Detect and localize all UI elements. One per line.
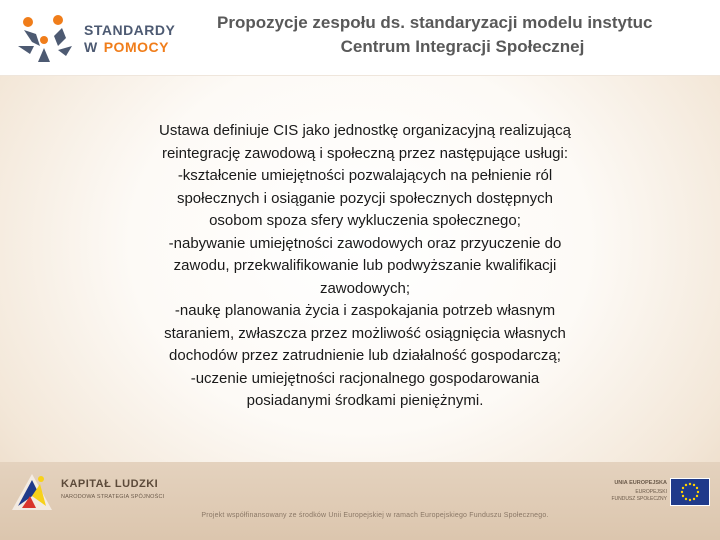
logo-text-pomocy: POMOCY xyxy=(103,39,169,55)
body-line: -nabywanie umiejętności zawodowych oraz przyuczenie do xyxy=(168,234,562,252)
star-figure-icon xyxy=(14,12,76,64)
body-line: zawodu, przekwalifikowanie lub podwyższanie kwalifikacji xyxy=(173,257,557,274)
body-line: reintegrację zawodową i społeczną przez następujące usługi: xyxy=(161,144,569,162)
body-line: staraniem, zwłaszcza przez możliwość osiągnięcia własnych xyxy=(164,324,566,342)
slide-title-line2: Centrum Integracji Społecznej xyxy=(340,37,585,56)
eu-fund-logo xyxy=(595,478,710,512)
slide-body-text xyxy=(130,120,600,413)
eu-subtitle-line2: FUNDUSZ SPOŁECZNY xyxy=(611,495,667,502)
kapital-ludzki-title: KAPITAŁ LUDZKI xyxy=(61,478,159,490)
eu-title: UNIA EUROPEJSKA xyxy=(614,480,667,486)
logo-text-w-pomocy xyxy=(84,39,169,55)
logo-text-standardy: STANDARDY xyxy=(84,22,176,38)
body-line: -naukę planowania życia i zaspokajania potrzeb własnym xyxy=(174,302,556,319)
body-line: -kształcenie umiejętności pozwalających na pełnienie ról xyxy=(177,167,553,184)
kapital-ludzki-logo xyxy=(8,470,168,516)
body-line: społecznych i osiąganie pozycji społecznych dostępnych xyxy=(176,189,554,207)
eu-subtitle-line1: EUROPEJSKI xyxy=(635,489,667,495)
cofinancing-note: Projekt współfinansowany ze środków Unii Europejskiej w ramach Europejskiego Funduszu Społecznego. xyxy=(201,512,549,519)
eu-subtitle xyxy=(611,489,667,502)
body-line: -uczenie umiejętności racjonalnego gospodarowania xyxy=(190,369,540,387)
kapital-ludzki-subtitle: NARODOWA STRATEGIA SPÓJNOŚCI xyxy=(61,494,165,500)
logo-text-w: W xyxy=(84,39,98,55)
body-line: dochodów przez zatrudnienie lub działalność gospodarczą; xyxy=(169,347,561,364)
body-line: Ustawa definiuje CIS jako jednostkę organizacyjną realizującą xyxy=(159,122,571,139)
standardy-w-pomocy-logo xyxy=(14,10,184,66)
slide-title-line1: Propozycje zespołu ds. standaryzacji modelu instytuc xyxy=(217,13,653,32)
slide-header xyxy=(0,0,720,76)
body-line: posiadanymi środkami pieniężnymi. xyxy=(246,392,484,409)
kapital-ludzki-emblem-icon xyxy=(8,470,56,514)
eu-flag-icon xyxy=(670,478,710,506)
eu-stars-icon xyxy=(671,479,709,505)
body-line: osobom spoza sfery wykluczenia społecznego; xyxy=(209,212,521,229)
slide-title xyxy=(205,11,720,59)
body-line: zawodowych; xyxy=(319,279,411,297)
